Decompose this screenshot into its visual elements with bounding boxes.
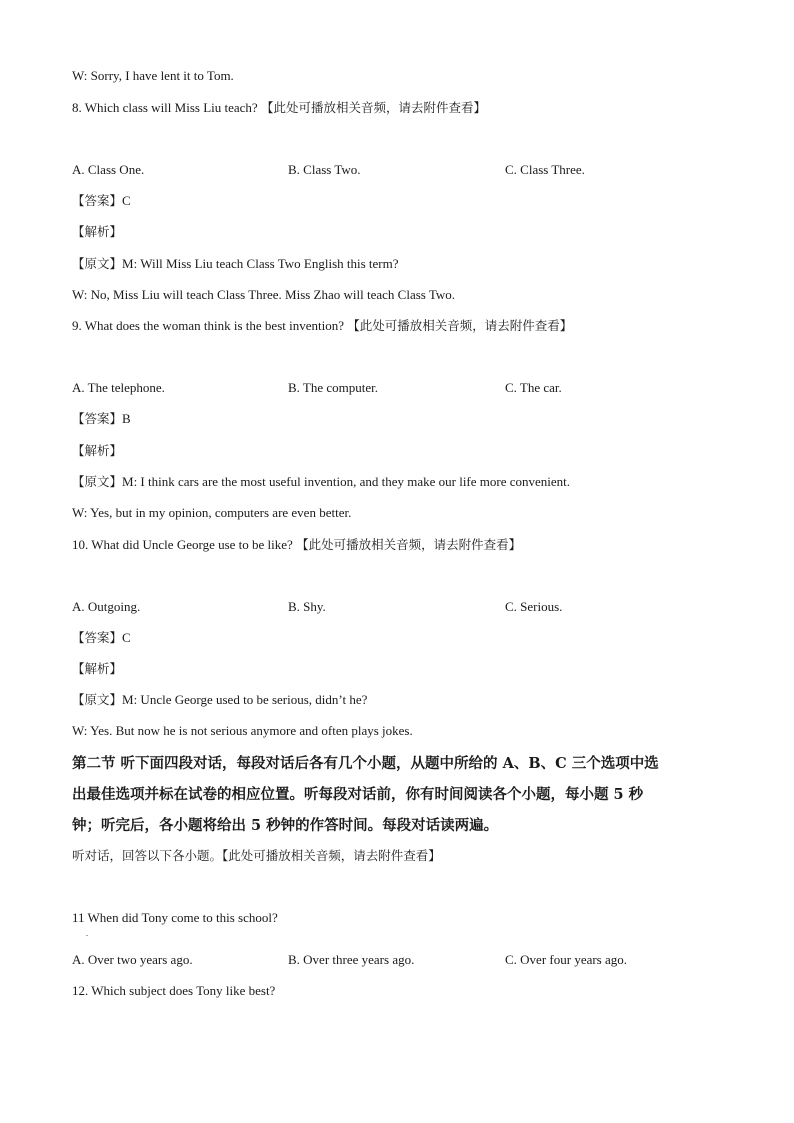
q10-answer: C — [122, 630, 131, 645]
q8-option-b: B. Class Two. — [288, 162, 361, 177]
q9-audio-note[interactable]: 【此处可播放相关音频，请去附件查看】 — [347, 318, 573, 333]
q10-question: 10. What did Uncle George use to be like? — [72, 537, 297, 552]
q8-option-a: A. Class One. — [72, 162, 145, 177]
q10-answer-label: 【答案】 — [72, 630, 123, 645]
q9-original-m-line — [72, 474, 722, 490]
q9-question-line — [72, 318, 722, 334]
q8-original-w: W: No, Miss Liu will teach Class Three. Miss Zhao will teach Class Two. — [72, 287, 456, 302]
q11-option-a: A. Over two years ago. — [72, 952, 193, 967]
section2-line-3: 钟；听完后，各小题将给出 5 秒钟的作答时间。每段对话读两遍。 — [72, 817, 499, 834]
q10-question-line — [72, 537, 722, 553]
q10-analysis-label: 【解析】 — [72, 661, 123, 676]
section2-instructions — [72, 748, 722, 841]
q8-original-m-line — [72, 256, 722, 272]
q10-original-w: W: Yes. But now he is not serious anymore and often plays jokes. — [72, 723, 413, 738]
q8-analysis-label: 【解析】 — [72, 224, 123, 239]
q11-option-b: B. Over three years ago. — [288, 952, 415, 967]
q11-option-c: C. Over four years ago. — [505, 952, 628, 967]
q7-dialogue-tail: W: Sorry, I have lent it to Tom. — [72, 68, 234, 83]
q10-original-m: M: Uncle George used to be serious, didn’t he? — [122, 692, 368, 707]
q9-question: 9. What does the woman think is the best invention? — [72, 318, 348, 333]
q8-original-label: 【原文】 — [72, 256, 123, 271]
q10-option-a: A. Outgoing. — [72, 599, 141, 614]
q9-answer-line — [72, 411, 722, 427]
q9-analysis-label: 【解析】 — [72, 443, 123, 458]
q8-answer-line — [72, 193, 722, 209]
q12-question: 12. Which subject does Tony like best? — [72, 983, 276, 998]
q9-original-m: M: I think cars are the most useful invention, and they make our life more convenient. — [122, 474, 571, 489]
q11-options — [72, 952, 722, 968]
q8-options — [72, 162, 722, 178]
q10-original-label: 【原文】 — [72, 692, 123, 707]
q10-option-c: C. Serious. — [505, 599, 563, 614]
q10-answer-line — [72, 630, 722, 646]
q8-answer: C — [122, 193, 131, 208]
q10-audio-note[interactable]: 【此处可播放相关音频，请去附件查看】 — [296, 537, 522, 552]
section2-line-2: 出最佳选项并标在试卷的相应位置。听每段对话前，你有时间阅读各个小题，每小题 5 秒 — [72, 786, 644, 803]
listen-prompt-line — [72, 848, 722, 864]
section2-line-1: 第二节 听下面四段对话，每段对话后各有几个小题，从题中所给的 A、B、C 三个选项中选 — [72, 755, 659, 772]
q9-option-a: A. The telephone. — [72, 380, 165, 395]
q9-original-label: 【原文】 — [72, 474, 123, 489]
q8-option-c: C. Class Three. — [505, 162, 585, 177]
q11-dot: . — [86, 929, 88, 938]
q8-question-line — [72, 100, 722, 116]
listen-audio-note[interactable]: 【此处可播放相关音频，请去附件查看】 — [222, 848, 441, 863]
q10-option-b: B. Shy. — [288, 599, 326, 614]
q9-answer: B — [122, 411, 131, 426]
listen-prompt: 听对话，回答以下各小题。 — [72, 848, 223, 863]
q9-option-c: C. The car. — [505, 380, 562, 395]
q8-question: 8. Which class will Miss Liu teach? — [72, 100, 261, 115]
q10-original-m-line — [72, 692, 722, 708]
q8-answer-label: 【答案】 — [72, 193, 123, 208]
q9-answer-label: 【答案】 — [72, 411, 123, 426]
q9-option-b: B. The computer. — [288, 380, 379, 395]
q9-original-w: W: Yes, but in my opinion, computers are even better. — [72, 505, 352, 520]
q8-audio-note[interactable]: 【此处可播放相关音频，请去附件查看】 — [260, 100, 486, 115]
q11-question: 11 When did Tony come to this school? — [72, 910, 278, 925]
q10-options — [72, 599, 722, 615]
q8-original-m: M: Will Miss Liu teach Class Two English this term? — [122, 256, 399, 271]
q9-options — [72, 380, 722, 396]
